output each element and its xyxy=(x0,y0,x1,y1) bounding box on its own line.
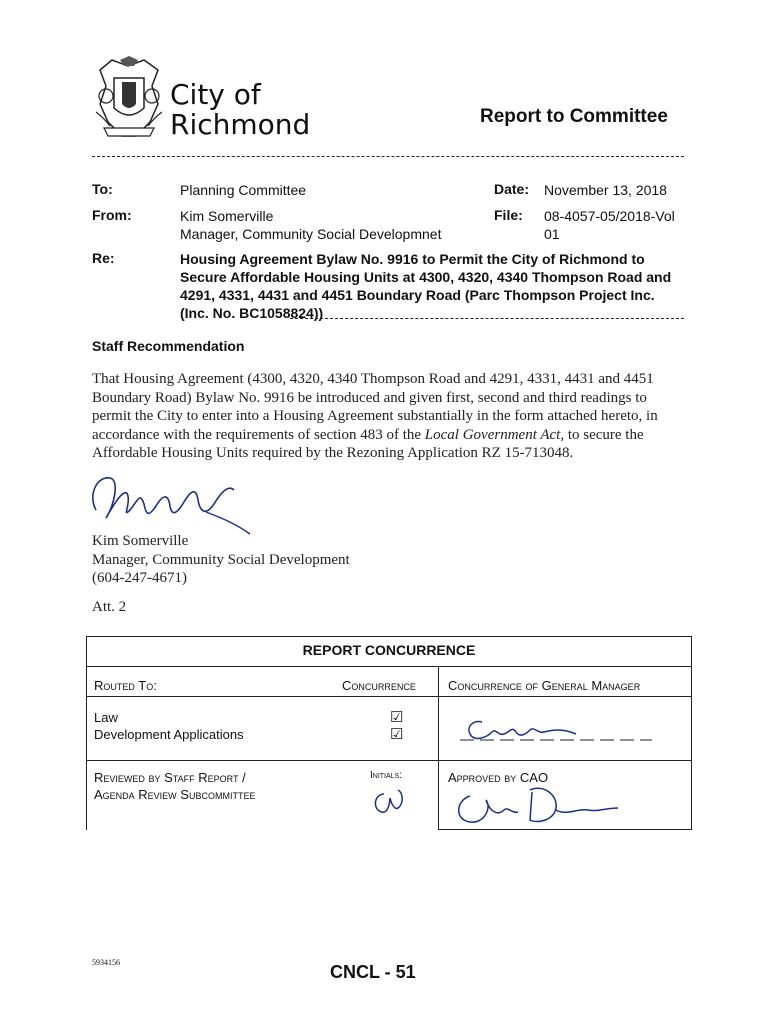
to-label: To: xyxy=(92,181,113,197)
file-value-line1: 08-4057-05/2018-Vol xyxy=(544,208,675,224)
staff-recommendation-heading: Staff Recommendation xyxy=(92,338,245,354)
city-crest-logo xyxy=(92,56,166,148)
approved-by-cao-label: Approved by CAO xyxy=(448,770,549,785)
re-label: Re: xyxy=(92,250,115,266)
page-label: CNCL - 51 xyxy=(330,962,416,982)
gm-concurrence-header: Concurrence of General Manager xyxy=(448,678,641,693)
initials-label: Initials: xyxy=(370,770,403,781)
recommendation-text-italic: Local Government Act, xyxy=(424,426,565,443)
document-number: 5934156 xyxy=(92,958,120,967)
recommendation-text-b: to secure the Affordable Housing Units required by the Rezoning Application RZ 15-713048. xyxy=(92,426,644,461)
city-name-block xyxy=(170,80,310,140)
re-divider xyxy=(290,318,684,319)
initials-signature xyxy=(368,784,408,820)
date-label: Date: xyxy=(494,181,530,197)
dev-apps-concurrence-checkbox: ☑ xyxy=(390,726,404,743)
routed-row-development-applications: Development Applications xyxy=(94,727,244,742)
report-concurrence-table xyxy=(86,636,692,830)
attachments-note: Att. 2 xyxy=(92,599,127,615)
to-value: Planning Committee xyxy=(180,182,307,198)
file-value-line2: 01 xyxy=(544,226,560,242)
date-value: November 13, 2018 xyxy=(544,182,667,198)
report-title: Report to Committee xyxy=(480,106,668,127)
from-label: From: xyxy=(92,207,132,223)
reviewed-by-label-line2: Agenda Review Subcommittee xyxy=(94,787,256,802)
concurrence-title: REPORT CONCURRENCE xyxy=(302,642,476,658)
cao-signature xyxy=(446,786,676,826)
from-name: Kim Somerville xyxy=(180,208,274,224)
from-title: Manager, Community Social Developmnet xyxy=(180,226,442,242)
signoff-block xyxy=(92,532,350,588)
signer-title: Manager, Community Social Development xyxy=(92,551,350,568)
signature-kim-somerville xyxy=(86,466,256,538)
concurrence-header: Concurrence xyxy=(342,678,416,693)
routed-to-header: Routed To: xyxy=(94,678,157,693)
city-name-line1: City of xyxy=(170,78,261,111)
reviewed-by-label-line1: Reviewed by Staff Report / xyxy=(94,770,246,785)
routed-row-law: Law xyxy=(94,710,118,725)
header-divider xyxy=(92,156,684,157)
re-subject: Housing Agreement Bylaw No. 9916 to Permit the City of Richmond to Secure Affordable Housing Units at 4300, 4320, 4340 Thompson Road and 4291, 4331, 4431 and 4451 Boundary Road (Parc Thompson Project Inc. (Inc. No. BC1058824)) xyxy=(180,251,672,321)
city-name-line2: Richmond xyxy=(170,108,311,141)
recommendation-paragraph xyxy=(92,370,677,463)
signer-phone: (604-247-4671) xyxy=(92,570,187,586)
signer-name: Kim Somerville xyxy=(92,533,189,549)
file-label: File: xyxy=(494,207,523,223)
recommendation-text-a: That Housing Agreement (4300, 4320, 4340 Thompson Road and 4291, 4331, 4431 and 4451 Boundary Road) Bylaw No. 9916 be introduced and given first, second and third readings to permit the City to enter into a Housing Agreement substantially in the form attached hereto, in accordance with the requirements of section 483 of the xyxy=(92,371,658,443)
law-concurrence-checkbox: ☑ xyxy=(390,709,404,726)
gm-signature xyxy=(452,712,672,748)
